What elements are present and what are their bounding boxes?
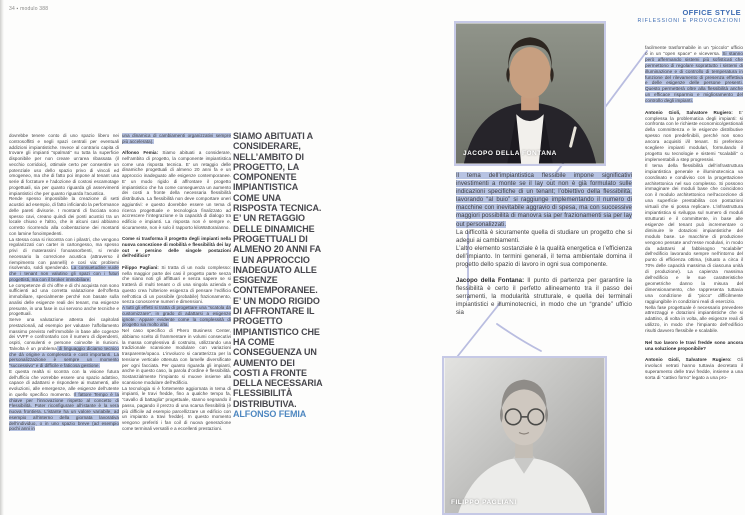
paragraph (9, 283, 119, 318)
paragraph (645, 305, 743, 335)
text-segment: Il tema della flessibilità dell’infrastruttura impiantistica generale e illuminotecnica va coordinato e condiviso con la progettazione architettonica nel suo complesso. Si possono immaginare dei moduli base che coincidono con il modulo architettonico nell’accezione di una superficie prestabilita con postazioni virtuali che si possa replicare. L’infrastruttura impiantistica si sviluppa sul numero di moduli strutturati e il committente, in base alle esigenze del tenant può incrementare o diminuire le dotazioni impiantistiche del modulo base. Le macchine di produzione vengono pensate anch’esse modulari, in modo da adattarsi al fabbisogno “scalabile” dell’edificio lavorando sempre nell’intorno del punto di efficienza ottima, (situato a circa il 70% delle capacità massima di ciascuna unità di produzione). La capienza massima dell’edificio e le sue caratteristiche geometriche danno la misura del dimensionamento, che rappresenta tuttavia una condizione di “picco” difficilmente raggiungibile in condizioni reali di esercizio. (645, 162, 743, 304)
paragraph (122, 236, 231, 259)
paragraph (122, 305, 231, 328)
section-title: OFFICE STYLE (682, 8, 741, 17)
bold-text: Antonio Gioli, Salvatore Rugiero: (645, 357, 732, 363)
highlighted-text: Si stanno però affermando sistemi più sofisticati che permettono di regolare soprattutto i sistemi di illuminazione e di controllo di temperatura in funzione del rilevamento di presenza effettiva e delle esigenze delle persone presenti. Questo permetterà oltre alla flessibilità anche un efficace risparmio e miglioramento del controllo degli impianti. (645, 50, 743, 104)
paragraph (9, 196, 119, 236)
highlighted-text: Il fattore Tempo è la chiave per l’innovazione rispetto al concetto di Flessibilità. Poter riconfigurare all’istante è la vera nuova frontiera. L’istante ha un valore variabile, ad esempio all’interno della giornata lavorativa dell’individuo, o in uno spazio breve (ad esempio pochi anni in (9, 391, 119, 432)
page-edge (0, 0, 4, 515)
paragraph (645, 45, 743, 104)
highlighted-text: La consuetudine vuole che i tenant non valutino gli spazi con i futuri progettisti, ma con il broker immobiliare. (9, 265, 119, 282)
text-segment: L’altro elemento sostanziale è la qualità energetica e l’efficienza dell’impianto. In termini generali, il tema ambientale domina il progetto dello spazio di lavoro in ogni sua componente. (456, 244, 632, 269)
text-segment: Le competenze di chi offre e di chi acquista non sono sufficienti ad una corretta valutazione dell’offerta immobiliare, specialmente perché non basate sulla analisi delle esigenze reali dei tenant, ma esigenze presunte, in una fase in cui servono anche tecniche e progettuali. (9, 282, 119, 317)
text-segment: E’ complessa la problematica degli impianti: si confronta con le richieste economico/gestionali della committenza e le esigenze distributive spesso non predefinibili, perché non sono ancora acquisiti i/il tenant. Si preferisce scegliere impianti modulari, formulando il progetto su tecnologie e sistemi “scalabili” o implementabili a step progressivi. (645, 109, 743, 162)
paragraph (122, 328, 231, 386)
paragraph (9, 369, 119, 432)
photo-caption-jacopo: JACOPO DELLA FONTANA (463, 150, 557, 157)
paragraph (9, 237, 119, 283)
paragraph (645, 357, 743, 381)
paragraph (645, 340, 743, 352)
paragraph (456, 229, 632, 245)
portrait-illustration-jacopo (456, 23, 604, 164)
paragraph (9, 317, 119, 369)
text-segment: La tecnologia si è fortemente aggiornata in tema di impianti, le travi fredde, fino a qualche tempo fa, “cavallo di battaglia” progettuale, stanno segnando il passo, pagando il prezzo di una scarsa flessibilità (è più difficile ad esempio parcellizzare un edificio con un impianto a travi fredde). In questo momento vengono preferiti i fan coil di nuova generazione come terminali versatili e a eccellenti prestazioni. (122, 385, 231, 431)
text-segment: La difficoltà è sicuramente quella di studiare un progetto che si adegui ai cambiamenti. (456, 228, 632, 244)
text-segment: Serve una valutazione attenta dei capitolati prestazionali, ad esempio per valutare l’affollamento massimo previsto nell’immobile in base alle cogenze dei VVFF e confrontarlo con il numero di dipendenti, ospiti, consulenti e persone coinvolte in riunioni. Talvolta è un problema (9, 317, 119, 351)
text-segment: Nella fase progettuale è necessario prevedere attrezzaggi e dotazioni impiantistiche che si adattino, di volta in volta, alle esigenze reali di utilizzo, in modo che l’impianto dell’edificio risulti davvero flessibile e scalabile. (645, 304, 743, 334)
section-subtitle: RIFLESSIONI E PROVOCAZIONI (637, 18, 741, 24)
bold-text: Nel tuo lavoro le travi fredde sono ancora una soluzione proponibile? (645, 339, 743, 351)
text-segment: Il punto di partenza per garantire la flessibilità è certo il perfetto allineamento tra il passo dei serramenti, la modularità strutturale, e quella dei terminali impiantistici e illuminotecnici, in modo che un “grande” ufficio sia (456, 276, 632, 316)
paragraph (456, 172, 632, 229)
left-page-column-1 (9, 133, 119, 493)
pull-quote (233, 131, 323, 419)
paragraph (122, 133, 231, 145)
highlighted-text: di linguaggio diciamo tecnico che dà origine a complessità e costi importanti. La personalizzazione è sempre un momento “successivo” e di difficile e faticosa gestione. (9, 345, 119, 368)
portrait-illustration-filippo (444, 358, 605, 513)
paragraph (645, 163, 743, 305)
portrait-photo-filippo (442, 356, 607, 515)
highlighted-text: A tutti gli effetti si tratta di progettare una “scatola da customizzare”, in grado di adattarsi a esigenze ignote. Appare evidente come la complessità di progetto sia molto alta. (122, 305, 231, 328)
paragraph (456, 245, 632, 269)
bold-text: Alfonso Femia: (122, 150, 159, 156)
text-segment: Rende spesso impossibile la creazione di setti acustici ad esempio, di fatto inficiando la performance delle pareti divisorie. I montanti di facciata sono spesso cavi, creano quindi dei ponti acustici tra un locale chiuso e l’altro, che in alcuni casi abbiamo corretto ricorrendo alla coibentazione dei montanti con lamine fonoimpedenti. (9, 196, 119, 236)
text-segment: Si tratta di un nodo complesso: nella maggior parte dei casi il progetto parte senza che siano noti gli affittuari e senza sapere se si tratterà di multi tenant o di una singola azienda e questo crea l’ulteriore esigenza di pensare l’edificio nell’ottica di un possibile (probabile) frazionamento, senza conoscerne numeri e dimensioni. (122, 264, 231, 305)
pull-quote-text: SIAMO ABITUATI A CONSIDERARE, NELL’AMBITO DI PROGETTO, LA COMPONENTE IMPIANTISTICA COME UNA RISPOSTA TECNICA. E’ UN RETAGGIO DELLE DINAMICHE PROGETTUALI DI ALMENO 20 ANNI FA E UN APPROCCIO INADEGUATO ALLE ESIGENZE CONTEMPORANEE. E’ UN MODO RIGIDO DI AFFRONTARE IL PROGETTO IMPIANTISTICO CHE HA COME CONSEGUENZA UN AUMENTO DEI COSTI A FRONTE DELLA NECESSARIA FLESSIBILITÀ DISTRIBUTIVA. (233, 131, 323, 409)
paragraph (645, 110, 743, 163)
highlighted-text: Il tema dell’impiantistica flessibile impone significativi investimenti a monte se il lay out non è già formulato sulle indicazioni specifiche di un tenant; l’obiettivo della flessibilità, lavorando “al buio” si raggiunge implementando il numero di macchine con inevitabile aggravio di spesa, ma con successive maggiori possibilità di manovra sia per frazionamenti sia per lay out personalizzati. (456, 172, 632, 228)
paragraph (122, 386, 231, 432)
text-segment: Nel caso specifico di Phero Business Center, abbiamo scelto di frammentare in volumi consecutivi la massa complessiva di costruito, utilizzando una tradizionale scansione modulare con variazioni trasparente/opaco. L’involucro si caratterizza per la tensione verticale ottenuta con lamelle diversificate per ogni facciata. Per quanto riguarda gli impianti, anche in questo caso, la parola d’ordine è flessibilità. Sostanzialmente l’impianto si muove insieme alla scansione modulare dell’edificio. (122, 328, 231, 385)
bold-text: Filippo Pagliani: (122, 264, 159, 270)
paragraph (122, 265, 231, 305)
pull-quote-attribution: ALFONSO FEMIA (233, 409, 307, 420)
bold-text: Antonio Gioli, Salvatore Rugiero: (645, 109, 733, 115)
page-number-folio: 34 ▪ modulo 388 (9, 6, 49, 12)
right-page-bubble-column (456, 172, 632, 362)
portrait-photo-jacopo (454, 21, 606, 166)
bold-text: Come si trasforma il progetto degli impianti nella nuova concezione di mobilità e flessibilità dei lay out e persino delle singole postazioni dell’edificio? (122, 236, 231, 259)
bold-text: Jacopo della Fontana: (456, 276, 525, 284)
text-segment: E questa realtà si scontra con la visione futura dell’ufficio che vorrebbe essere uno spazio adattivo, capace di adattarsi e rispondere ai mutamenti, alle evoluzioni, alle emergenze, alle esigenze dell’utente in quello specifico momento. (9, 368, 119, 397)
text-segment: dovrebbe tenere conto di uno spazio libero nei controsoffitti e negli spazi centrali per eventuali addizioni impiantistiche. Invece al contrario capita di trovare gli impianti “spalmati” su tutta la superficie disponibile per non creare un’area ribassata (il vecchio corridoio), ottimale certo per consentire un potenziale uso dello spazio privo di vincoli ed omogeneo, ma che di fatto poi impone al tenant una serie di forzature e l’adozione di costosi escamotage progettuali, sia per quanto riguarda gli asservimenti impiantistici che per quanto riguarda l’acustica. (9, 133, 119, 196)
text-segment: La stessa cosa si riscontra con i pilastri, che vengono regolarizzati con carter in cartongesso, ma spesso privi di materassini fonoassorbenti, si rende necessario la correzione acustica (attraverso il riempimento con pannelli) e così via: problemi risolvendo, soldi spendendo. (9, 236, 119, 271)
text-segment: Gli involucri vetrati hanno tuttavia decretato il superamento delle travi fredde, insieme a una sorta di “cattivo forno” legato a una pro- (645, 357, 743, 380)
paragraph (456, 277, 632, 317)
text-segment: facilmente trasformabile in un “piccolo” ufficio o in un “open space” e viceversa. (645, 45, 743, 56)
paragraph (122, 150, 231, 231)
highlighted-text: una dinamica di cambiamenti organizzativi sempre più accelerata). (122, 133, 231, 144)
photo-caption-filippo: FILIPPO PAGLIANI (451, 499, 517, 506)
left-page-column-2 (122, 133, 231, 493)
text-segment: Siamo abituati a considerare, nell’ambito di progetto, la componente impiantistica come una risposta tecnica. E’ un retaggio delle dinamiche progettuali di almeno 20 anni fa e un approccio inadeguato alle esigenze contemporanee. E’ un modo rigido di affrontare il progetto impiantistico che ha come conseguenza un aumento dei costi a fronte della necessaria flessibilità distributiva. La flessibilità non deve comportare oneri aggiuntivi: e questo dovrebbe essere un tema di ricerca progettuale e tecnologica finalizzato ad accrescere l’integrazione e la capacità di dialogo tra edificio e impianti. La risposta non è sempre e, sicuramente, non è solo il rapporto kiloWattora/anno. (122, 150, 231, 230)
paragraph (9, 133, 119, 196)
right-page-outer-column (645, 45, 743, 507)
center-fold (369, 0, 376, 515)
section-header (638, 8, 741, 24)
